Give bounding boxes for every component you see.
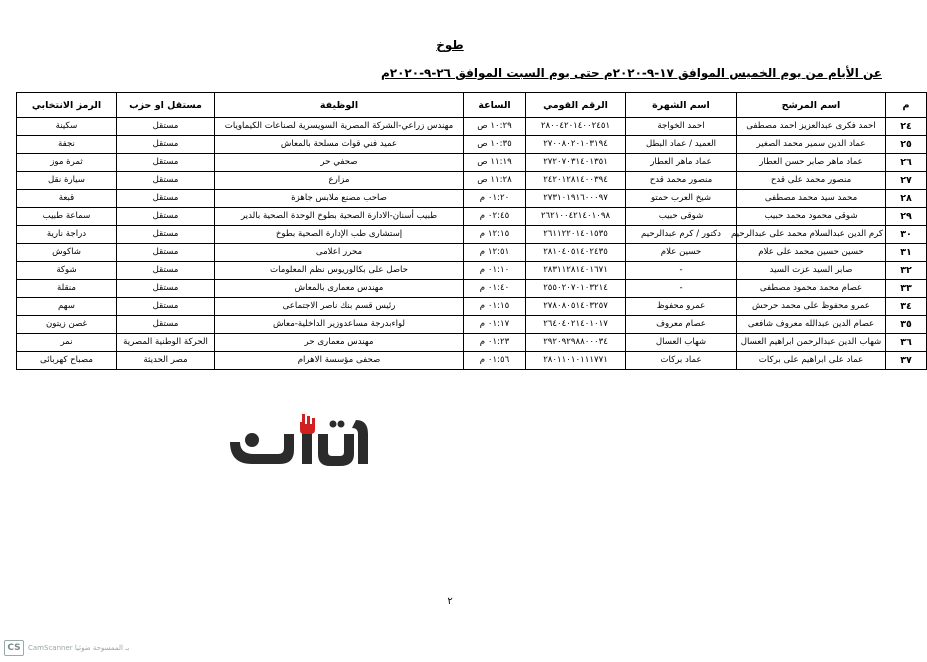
header-national-id: الرقم القومي [526, 93, 626, 118]
cell-party: مستقل [117, 244, 215, 262]
cell-symbol: ثمرة موز [17, 154, 117, 172]
cell-time: ١٢:٥١ م [464, 244, 526, 262]
table-row [17, 190, 927, 208]
cell-party: مستقل [117, 226, 215, 244]
cell-time: ١٠:٢٩ ص [464, 118, 526, 136]
table-row [17, 208, 927, 226]
cell-candidate-name: عصام محمد محمود مصطفى [737, 280, 886, 298]
header-symbol: الرمز الانتخابي [17, 93, 117, 118]
cell-symbol: مصباح كهربائى [17, 352, 117, 370]
cell-party: مستقل [117, 136, 215, 154]
header-number: م [886, 93, 927, 118]
table-row [17, 154, 927, 172]
cell-candidate-name: عماد على ابراهيم على بركات [737, 352, 886, 370]
cell-candidate-name: محمد سيد محمد مصطفى [737, 190, 886, 208]
cell-popular-name: عصام معروف [626, 316, 737, 334]
cell-party: مستقل [117, 208, 215, 226]
cell-time: ٠١:١٠ م [464, 262, 526, 280]
cell-popular-name: عمرو محفوظ [626, 298, 737, 316]
cell-party: الحركة الوطنية المصرية [117, 334, 215, 352]
table-row [17, 226, 927, 244]
cell-occupation: حاصل على بكالوريوس نظم المعلومات [215, 262, 464, 280]
cell-national-id: ٢٦٤٠٤٠٢١٤٠١٠١٧ [526, 316, 626, 334]
cell-symbol: سكينة [17, 118, 117, 136]
cell-time: ٠١:٢٣ م [464, 334, 526, 352]
cell-candidate-name: شوقى محمود محمد حبيب [737, 208, 886, 226]
cell-national-id: ٢٦٢١٠٠٤٢١٤٠١٠٩٨ [526, 208, 626, 226]
cell-occupation: مهندس معمارى حر [215, 334, 464, 352]
cell-national-id: ٢٦١١٢٢٠١٤٠١٥٣٥ [526, 226, 626, 244]
cell-candidate-name: كرم الدين عبدالسلام محمد على عبدالرحيم [737, 226, 886, 244]
cell-popular-name: احمد الخواجة [626, 118, 737, 136]
cell-occupation: إستشارى طب الإدارة الصحية بطوخ [215, 226, 464, 244]
header-occupation: الوظيفة [215, 93, 464, 118]
cell-symbol: منقلة [17, 280, 117, 298]
cell-time: ١٠:٣٥ ص [464, 136, 526, 154]
cell-candidate-name: احمد فكرى عبدالعزيز احمد مصطفى [737, 118, 886, 136]
cell-popular-name: عماد ماهر العطار [626, 154, 737, 172]
cell-number: ٣٧ [886, 352, 927, 370]
cell-popular-name: - [626, 262, 737, 280]
cell-national-id: ٢٧٢٠٧٠٣١٤٠١٣٥١ [526, 154, 626, 172]
cell-symbol: دراجة نارية [17, 226, 117, 244]
cell-symbol: نجفة [17, 136, 117, 154]
cell-symbol: سماعة طبيب [17, 208, 117, 226]
header-popular-name: اسم الشهرة [626, 93, 737, 118]
cell-number: ٣٢ [886, 262, 927, 280]
logo-letters [230, 420, 368, 466]
cell-number: ٣٠ [886, 226, 927, 244]
document-title: طوخ [436, 38, 464, 52]
cell-national-id: ٢٧٠٠٨٠٢٠١٠٣١٩٤ [526, 136, 626, 154]
page-number: ٢ [447, 596, 453, 607]
cell-popular-name: دكتور / كرم عبدالرحيم [626, 226, 737, 244]
logo-hand-accent [300, 414, 315, 434]
cell-party: مستقل [117, 118, 215, 136]
cell-party: مستقل [117, 316, 215, 334]
cell-occupation: صاحب مصنع ملابس جاهزة [215, 190, 464, 208]
cell-occupation: صحفي حر [215, 154, 464, 172]
cell-occupation: عميد فني قوات مسلحة بالمعاش [215, 136, 464, 154]
table-row [17, 280, 927, 298]
cell-number: ٣٣ [886, 280, 927, 298]
cell-candidate-name: منصور محمد على قدح [737, 172, 886, 190]
cell-national-id: ٢٨٣١١٢٨١٤٠١٦٧١ [526, 262, 626, 280]
cell-party: مستقل [117, 298, 215, 316]
cell-party: مستقل [117, 280, 215, 298]
cell-number: ٢٤ [886, 118, 927, 136]
cell-symbol: شوكة [17, 262, 117, 280]
cell-occupation: مهندس معمارى بالمعاش [215, 280, 464, 298]
cell-national-id: ٢٨٠١١٠١٠١١١٧٧١ [526, 352, 626, 370]
cell-number: ٢٧ [886, 172, 927, 190]
cell-time: ١٢:١٥ م [464, 226, 526, 244]
cell-number: ٢٨ [886, 190, 927, 208]
cell-time: ٠١:٤٠ م [464, 280, 526, 298]
header-time: الساعة [464, 93, 526, 118]
cell-popular-name: - [626, 280, 737, 298]
cell-time: ١١:١٩ ص [464, 154, 526, 172]
candidates-table [16, 92, 927, 370]
table-row [17, 298, 927, 316]
cell-occupation: صحفى مؤسسة الاهرام [215, 352, 464, 370]
cell-number: ٢٩ [886, 208, 927, 226]
cell-number: ٣٦ [886, 334, 927, 352]
cell-popular-name: حسين علام [626, 244, 737, 262]
cell-occupation: لواءبدرجة مساعدوزير الداخلية-معاش [215, 316, 464, 334]
header-party: مستقل او حزب [117, 93, 215, 118]
document-heading: عن الأيام من يوم الخميس الموافق ١٧-٩-٢٠٢٠م حتى يوم السبت الموافق ٢٦-٩-٢٠٢٠م [380, 66, 882, 80]
cell-time: ٠١:٢٠ م [464, 190, 526, 208]
cell-popular-name: منصور محمد قدح [626, 172, 737, 190]
cell-popular-name: شوقى حبيب [626, 208, 737, 226]
scanner-watermark [4, 640, 129, 656]
cell-time: ٠١:١٧ م [464, 316, 526, 334]
table-row [17, 244, 927, 262]
cell-time: ١١:٢٨ ص [464, 172, 526, 190]
table-row [17, 334, 927, 352]
cell-symbol: قبعة [17, 190, 117, 208]
cell-number: ٣٤ [886, 298, 927, 316]
cell-candidate-name: عصام الدين عبدالله معروف شافعى [737, 316, 886, 334]
cell-occupation: مهندس زراعي-الشركة المصرية السويسرية لصناعات الكيماويات [215, 118, 464, 136]
cell-popular-name: عماد بركات [626, 352, 737, 370]
cell-symbol: سيارة نقل [17, 172, 117, 190]
cell-candidate-name: صابر السيد عزت السيد [737, 262, 886, 280]
cell-national-id: ٢٨٠٠٤٢٠١٤٠٠٢٤٥١ [526, 118, 626, 136]
cell-national-id: ٢٤٢٠١٢٨١٤٠٠٣٩٤ [526, 172, 626, 190]
cell-party: مصر الحديثة [117, 352, 215, 370]
cell-symbol: سهم [17, 298, 117, 316]
cell-national-id: ٢٨١٠٤٠٥١٤٠٢٤٣٥ [526, 244, 626, 262]
cell-number: ٢٥ [886, 136, 927, 154]
cell-party: مستقل [117, 172, 215, 190]
cell-occupation: طبيب أسنان-الادارة الصحية بطوخ الوحدة الصحية بالدير [215, 208, 464, 226]
table-row [17, 118, 927, 136]
cell-occupation: محرر اعلامى [215, 244, 464, 262]
camscanner-icon: CS [4, 640, 24, 656]
cell-candidate-name: عماد الدين سمير محمد الصغير [737, 136, 886, 154]
header-candidate-name: اسم المرشح [737, 93, 886, 118]
cell-number: ٣١ [886, 244, 927, 262]
cell-national-id: ٢٧٣١٠١٩١٦٠٠٠٩٧ [526, 190, 626, 208]
cell-candidate-name: شهاب الدين عبدالرحمن ابراهيم العسال [737, 334, 886, 352]
cell-time: ٠١:٥٦ م [464, 352, 526, 370]
table-row [17, 262, 927, 280]
table-row [17, 136, 927, 154]
table-header-row [17, 93, 927, 118]
cell-number: ٣٥ [886, 316, 927, 334]
cell-number: ٢٦ [886, 154, 927, 172]
cell-symbol: نمر [17, 334, 117, 352]
table-row [17, 316, 927, 334]
scanner-text: CamScanner بـ الممسوحة ضوئيا [28, 644, 130, 652]
cell-occupation: مزارع [215, 172, 464, 190]
cell-candidate-name: عماد ماهر صابر حسن العطار [737, 154, 886, 172]
cell-time: ٠١:١٥ م [464, 298, 526, 316]
cell-candidate-name: عمرو محفوظ على محمد حرحش [737, 298, 886, 316]
cell-national-id: ٢٥٥٠٢٠٧٠١٠٣٢١٤ [526, 280, 626, 298]
cell-occupation: رئيس قسم بنك ناصر الاجتماعى [215, 298, 464, 316]
cell-popular-name: شهاب العسال [626, 334, 737, 352]
cell-popular-name: العميد / عماد البطل [626, 136, 737, 154]
cell-party: مستقل [117, 190, 215, 208]
table-row [17, 172, 927, 190]
cell-time: ٠٢:٤٥ م [464, 208, 526, 226]
cell-candidate-name: حسين حسين محمد على علام [737, 244, 886, 262]
cell-symbol: شاكوش [17, 244, 117, 262]
cell-national-id: ٢٩٢٠٩٢٩٨٨٠٠٠٣٤ [526, 334, 626, 352]
cell-party: مستقل [117, 262, 215, 280]
cell-party: مستقل [117, 154, 215, 172]
cell-popular-name: شيخ العرب حمتو [626, 190, 737, 208]
table-row [17, 352, 927, 370]
cell-national-id: ٢٧٨٠٨٠٥١٤٠٣٢٥٧ [526, 298, 626, 316]
vito-logo [222, 412, 372, 472]
cell-symbol: غصن زيتون [17, 316, 117, 334]
